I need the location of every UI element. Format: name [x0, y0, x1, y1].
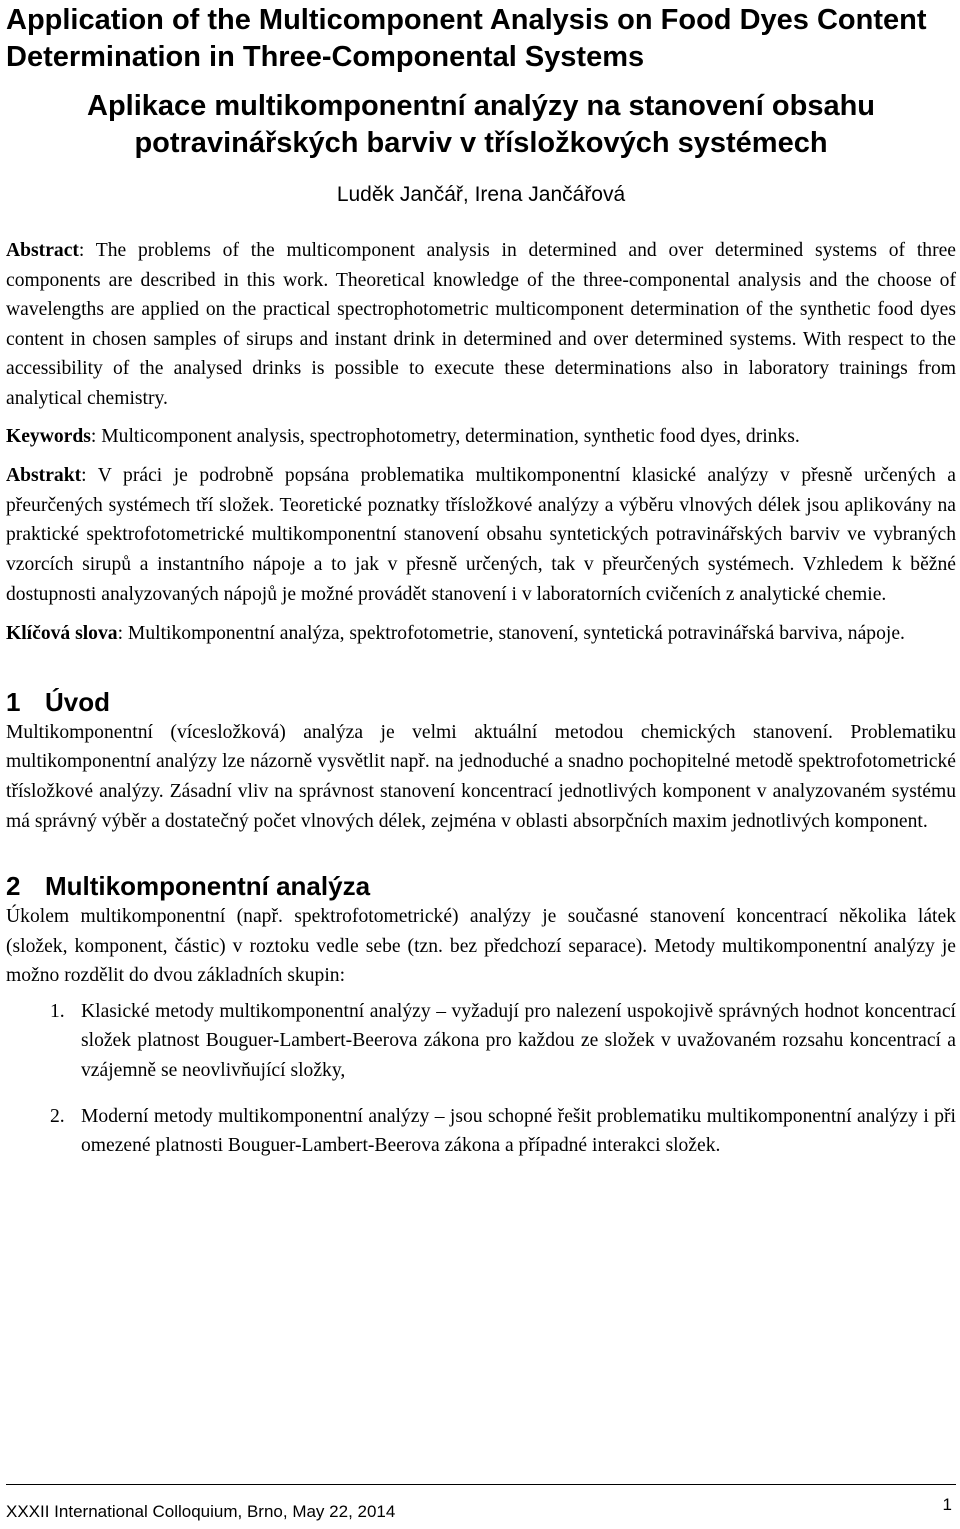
abstract-text: : The problems of the multicomponent analysis in determined and over determined systems of three components are described in this work. Theoretical knowledge of the three-componental analysis and the choose of wavelengths are applied on the practical spectrophotometric multicomponent determination of the synthetic food dyes content in chosen samples of sirups and instant drink in determined and over determined systems. With respect to the accessibility of the analysed drinks is possible to execute these determinations also in laboratory trainings from analytical chemistry.: [6, 240, 956, 409]
section-1-number: 1: [6, 686, 21, 717]
keywords-english: [6, 422, 956, 452]
title-czech: Aplikace multikomponentní analýzy na stanovení obsahu potravinářských barviv v třísložkových systémech: [87, 90, 875, 159]
list-marker: 2.: [50, 1105, 65, 1127]
section-2-text: Úkolem multikomponentní (např. spektrofotometrické) analýzy je současné stanovení koncentrací několika látek (složek, komponent, částic) v roztoku vedle sebe (tzn. bez předchozí separace). Metody multikomponentní analýzy je možno rozdělit do dvou základních skupin:: [6, 906, 956, 987]
keywords-text: : Multicomponent analysis, spectrophotometry, determination, synthetic food dyes, drinks.: [90, 425, 800, 447]
list-item-text: Moderní metody multikomponentní analýzy – jsou schopné řešit problematiku multikomponentní analýzy i při omezené platnosti Bouguer-Lambert-Beerova zákona a případné interakci složek.: [81, 1105, 956, 1157]
section-2-heading: [6, 870, 956, 902]
section-1-text: Multikomponentní (vícesložková) analýza je velmi aktuální metodou chemických stanovení. Problematiku multikomponentní analýzy lze názorně vysvětlit např. na jednoduché a snadno pochopitelné metodě spektrofotometrické třísložkové analýzy. Zásadní vliv na správnost stanovení koncentrací jednotlivých komponent v analyzovaném systému má správný výběr a dostatečný počet vlnových délek, zejména v oblasti absorpčních maxim jednotlivých komponent.: [6, 721, 956, 832]
list-marker: 1.: [50, 1000, 65, 1022]
footer-rule: [6, 1484, 956, 1486]
abstrakt-label: Abstrakt: [6, 465, 82, 487]
section-1-title: Úvod: [45, 686, 110, 717]
keywords-label: Keywords: [6, 425, 91, 447]
klicova-slova-label: Klíčová slova: [6, 623, 118, 645]
section-2-number: 2: [6, 871, 21, 902]
list-item: [6, 1102, 956, 1161]
keywords-czech: [6, 619, 956, 649]
footer-conference: XXXII International Colloquium, Brno, May 22, 2014: [6, 1502, 396, 1521]
methods-list: [6, 997, 956, 1161]
section-1-heading: [6, 686, 956, 718]
abstract-czech: [6, 461, 956, 609]
abstract-label: Abstract: [6, 240, 79, 261]
list-item-text: Klasické metody multikomponentní analýzy – vyžadují pro nalezení uspokojivě správných hodnot koncentrací složek platnost Bouguer-Lambert-Beerova zákona pro každou ze složek v uvažovaném rozsahu koncentrací a vzájemně se neovlivňující složky,: [81, 1000, 956, 1082]
list-item: [6, 997, 956, 1086]
section-2-title: Multikomponentní analýza: [45, 871, 371, 902]
abstrakt-text: : V práci je podrobně popsána problematika multikomponentní klasické analýzy v přesně určených a přeurčených systémech tří složek. Teoretické poznatky třísložkové analýzy a výběru vlnových délek jsou aplikovány na praktické spektrofotometrické multikomponentní stanovení obsahu syntetických potravinářských barviv ve vybraných vzorcích sirupů a instantního nápoje a to jak v přesně určených, tak v přeurčených systémech. Vzhledem k běžné dostupnosti analyzovaných nápojů je možné provádět stanovení i v laboratorních cvičeních z analytické chemie.: [6, 465, 956, 605]
authors: Luděk Jančář, Irena Jančářová: [336, 183, 626, 206]
page-number: 1: [942, 1495, 952, 1514]
paper-page: [6, 0, 956, 1177]
abstract-english: [6, 236, 956, 414]
klicova-slova-text: : Multikomponentní analýza, spektrofotometrie, stanovení, syntetická potravinářská barviva, nápoje.: [117, 623, 905, 645]
title-english: Application of the Multicomponent Analysis on Food Dyes Content Determination in Three-Componental Systems: [6, 4, 927, 73]
